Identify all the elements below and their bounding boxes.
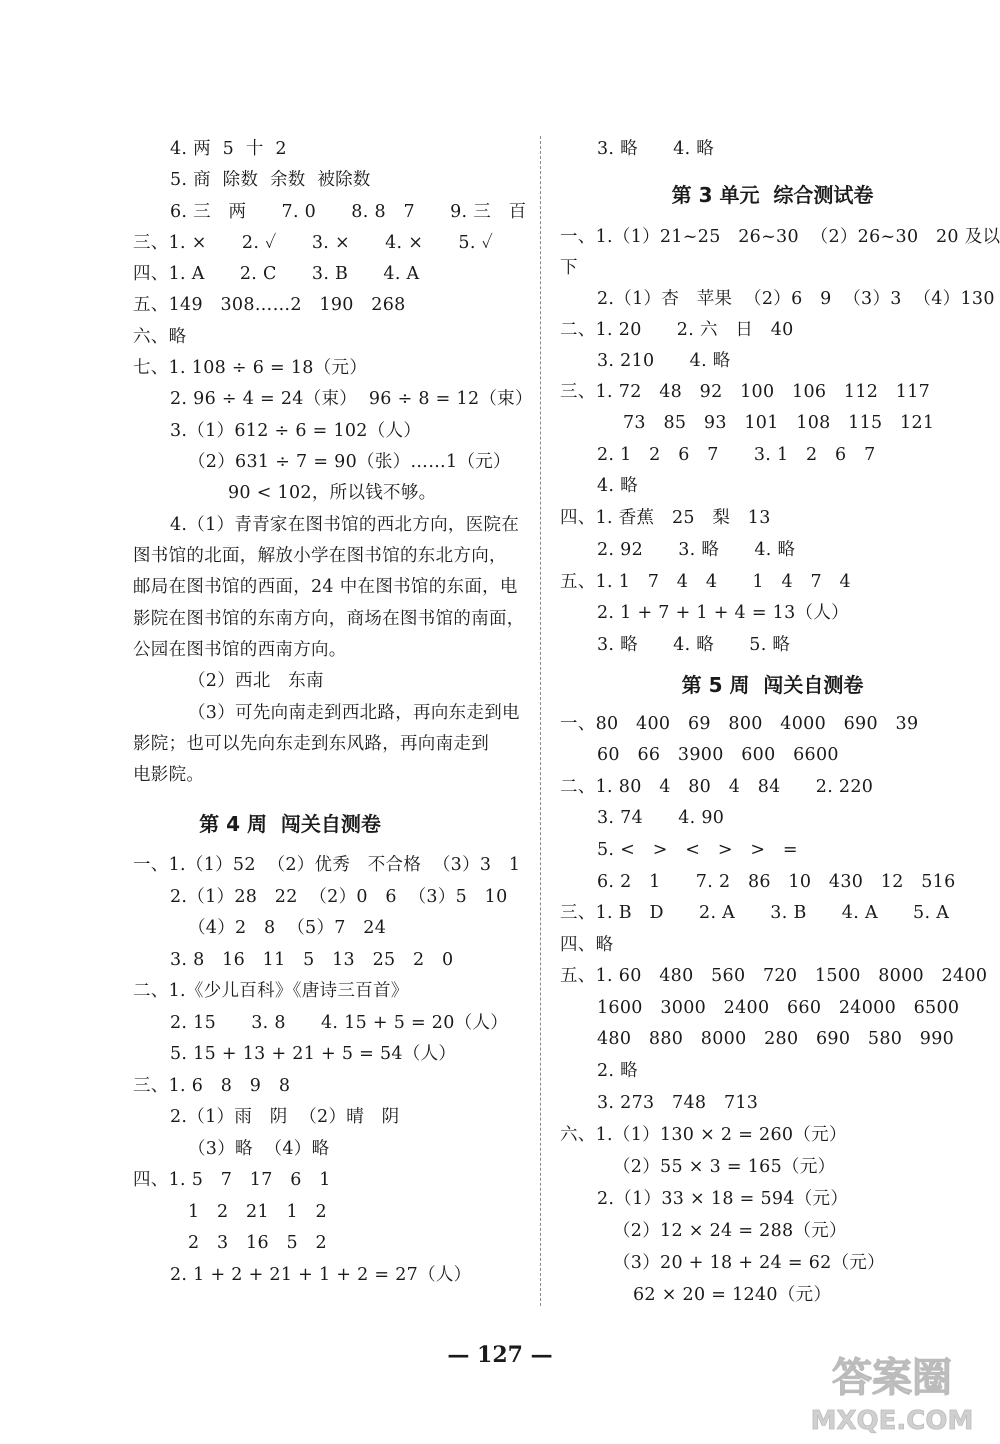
answer-line: 四、1. 5 7 17 6 1 [133, 1170, 331, 1190]
answer-line: 90 < 102，所以钱不够。 [228, 483, 437, 503]
answer-line: 公园在图书馆的西南方向。 [133, 640, 347, 660]
answer-line: 2. 1 2 6 7 3. 1 2 6 7 [597, 445, 876, 465]
answer-line: 2. 1 + 2 + 21 + 1 + 2 = 27（人） [170, 1265, 472, 1285]
answer-line: （2）55 × 3 = 165（元） [613, 1157, 836, 1177]
answer-line: 三、1. × 2. ✓ 3. × 4. × 5. ✓ [133, 233, 494, 253]
watermark-logo [790, 1345, 995, 1440]
answer-line: 2.（1）雨 阴 （2）晴 阴 [170, 1107, 400, 1127]
answer-line: 六、略 [133, 327, 187, 347]
section-heading-unit3: 第 3 单元 综合测试卷 [671, 183, 874, 207]
answer-line: 一、1.（1）21~25 26~30 （2）26~30 20 及以 [560, 227, 1000, 247]
answer-line: 5. 15 + 13 + 21 + 5 = 54（人） [170, 1044, 457, 1064]
answer-line: 5. 商 除数 余数 被除数 [170, 170, 371, 190]
answer-line: 2. 15 3. 8 4. 15 + 5 = 20（人） [170, 1013, 509, 1033]
answer-line: 一、1.（1）52 （2）优秀 不合格 （3）3 1 [133, 855, 521, 875]
answer-line: 2. 略 [597, 1061, 638, 1081]
answer-line: （2）631 ÷ 7 = 90（张）……1（元） [188, 452, 511, 472]
column-divider [540, 136, 541, 1306]
answer-line: 3. 74 4. 90 [597, 808, 725, 828]
answer-line: 3. 8 16 11 5 13 25 2 0 [170, 950, 454, 970]
answer-line: 五、149 308……2 190 268 [133, 295, 406, 315]
answer-line: 1 2 21 1 2 [188, 1202, 327, 1222]
answer-line: 73 85 93 101 108 115 121 [623, 413, 935, 433]
answer-line: 3. 210 4. 略 [597, 351, 731, 371]
answer-line: （2）西北 东南 [188, 671, 324, 691]
answer-line: 七、1. 108 ÷ 6 = 18（元） [133, 358, 368, 378]
answer-line: 邮局在图书馆的西面，24 中在图书馆的东面，电 [133, 577, 518, 597]
answer-line: 2. 92 3. 略 4. 略 [597, 540, 796, 560]
answer-line: 影院；也可以先向东走到东风路，再向南走到 [133, 734, 489, 754]
answer-line: 3. 273 748 713 [597, 1093, 759, 1113]
answer-line: 电影院。 [133, 765, 205, 785]
answer-line: 2.（1）杏 苹果 （2）6 9 （3）3 （4）130 [597, 289, 995, 309]
answer-line: 480 880 8000 280 690 580 990 [597, 1029, 955, 1049]
answer-line: 影院在图书馆的东南方向，商场在图书馆的南面， [133, 609, 525, 629]
answer-line: 2 3 16 5 2 [188, 1233, 327, 1253]
answer-line: （3）略 （4）略 [188, 1139, 330, 1159]
answer-line: 2.（1）33 × 18 = 594（元） [597, 1189, 849, 1209]
answer-line: 下 [560, 258, 578, 278]
answer-line: 四、1. A 2. C 3. B 4. A [133, 264, 420, 284]
answer-line: （3）可先向南走到西北路，再向东走到电 [188, 703, 520, 723]
answer-line: 62 × 20 = 1240（元） [633, 1285, 832, 1305]
answer-line: 5. < > < > > = [597, 840, 798, 860]
answer-line: 图书馆的北面，解放小学在图书馆的东北方向， [133, 546, 507, 566]
answer-line: （4）2 8 （5）7 24 [188, 918, 387, 938]
answer-line: 6. 三 两 7. 0 8. 8 7 9. 三 百 [170, 202, 527, 222]
answer-line: 六、1.（1）130 × 2 = 260（元） [560, 1125, 847, 1145]
watermark-top-text: 答案圈 [832, 1355, 952, 1401]
answer-line: 三、1. 72 48 92 100 106 112 117 [560, 382, 931, 402]
answer-line: 五、1. 60 480 560 720 1500 8000 2400 [560, 966, 988, 986]
answer-line: 4.（1）青青家在图书馆的西北方向，医院在 [170, 515, 520, 535]
answer-line: 6. 2 1 7. 2 86 10 430 12 516 [597, 872, 956, 892]
answer-line: 2. 1 + 7 + 1 + 4 = 13（人） [597, 603, 849, 623]
answer-line: 二、1. 80 4 80 4 84 2. 220 [560, 777, 874, 797]
answer-line: 3. 略 4. 略 [597, 139, 715, 159]
answer-line: 五、1. 1 7 4 4 1 4 7 4 [560, 572, 851, 592]
answer-line: 2. 96 ÷ 4 = 24（束） 96 ÷ 8 = 12（束） [170, 389, 533, 409]
answer-line: 4. 略 [597, 476, 638, 496]
answer-line: （2）12 × 24 = 288（元） [613, 1221, 847, 1241]
answer-line: 三、1. 6 8 9 8 [133, 1076, 291, 1096]
section-heading-week5: 第 5 周 闯关自测卷 [681, 673, 864, 697]
answer-line: 3. 略 4. 略 5. 略 [597, 635, 791, 655]
answer-line: 二、1.《少儿百科》《唐诗三百首》 [133, 981, 409, 1001]
watermark-bottom-text: MXQE.COM [810, 1406, 974, 1436]
answer-line: 一、80 400 69 800 4000 690 39 [560, 714, 919, 734]
answer-line: 60 66 3900 600 6600 [597, 745, 839, 765]
answer-line: 4. 两 5 十 2 [170, 139, 287, 159]
answer-line: 1600 3000 2400 660 24000 6500 [597, 998, 960, 1018]
answer-line: 3.（1）612 ÷ 6 = 102（人） [170, 421, 422, 441]
answer-line: 四、略 [560, 935, 614, 955]
answer-line: 2.（1）28 22 （2）0 6 （3）5 10 [170, 887, 508, 907]
page-number: — 127 — [447, 1342, 553, 1368]
answer-line: 四、1. 香蕉 25 梨 13 [560, 508, 771, 528]
answer-line: 三、1. B D 2. A 3. B 4. A 5. A [560, 903, 950, 923]
section-heading-week4: 第 4 周 闯关自测卷 [199, 812, 381, 836]
answer-line: 二、1. 20 2. 六 日 40 [560, 320, 794, 340]
answer-line: （3）20 + 18 + 24 = 62（元） [613, 1253, 885, 1273]
